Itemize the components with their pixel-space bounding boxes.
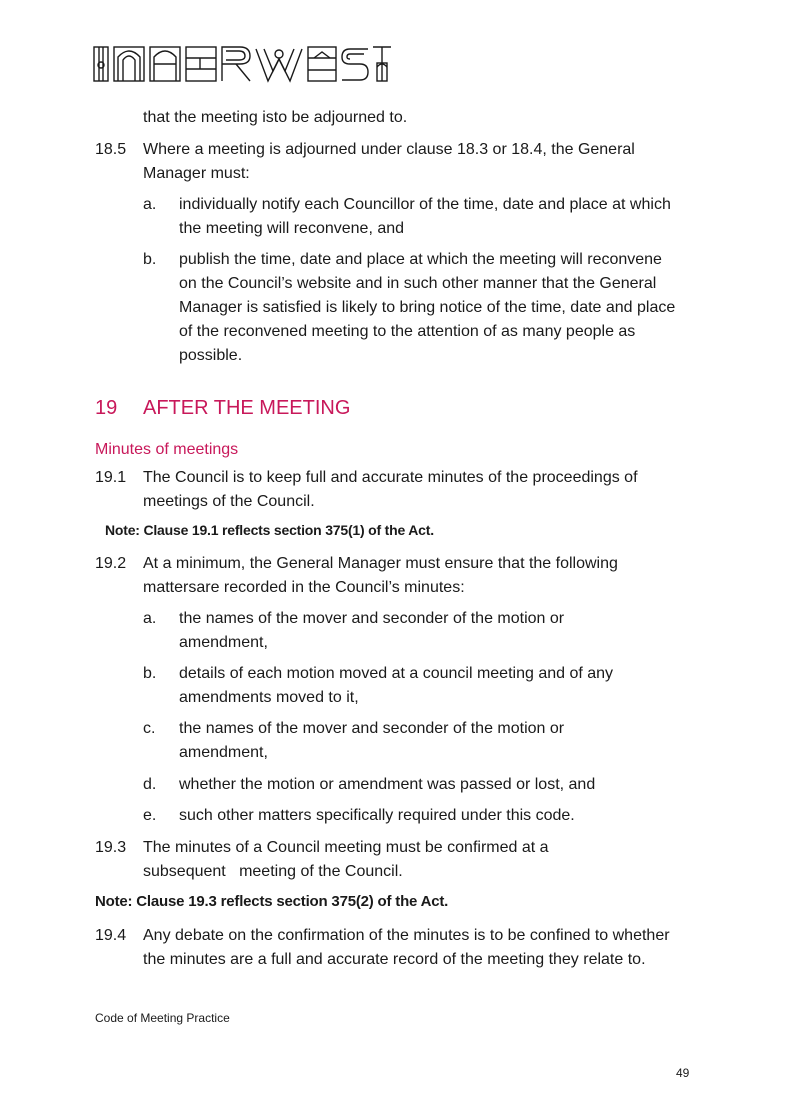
- clause-text: Any debate on the confirmation of the minutes is to be confined to whether the minutes are a full and accurate record of the meeting they relate to.: [143, 927, 670, 968]
- clause-number: 19.1: [95, 469, 127, 486]
- clause-text: Where a meeting is adjourned under clause 18.3 or 18.4, the General Manager must:: [143, 141, 635, 182]
- clause-text: The minutes of a Council meeting must be confirmed at a subsequent meeting of the Council.: [143, 839, 553, 880]
- inner-west-logo: [92, 45, 392, 83]
- list-item-letter: a.: [143, 196, 157, 213]
- list-item-text: whether the motion or amendment was passed or lost, and: [179, 776, 596, 793]
- note-text: Note: Clause 19.3 reflects section 375(2) of the Act.: [95, 893, 449, 910]
- note-text: Note: Clause 19.1 reflects section 375(1) of the Act.: [105, 522, 434, 538]
- list-item-letter: b.: [143, 251, 157, 268]
- section-number: 19: [95, 397, 118, 419]
- clause-number: 18.5: [95, 141, 127, 158]
- list-item-text: publish the time, date and place at which the meeting will reconvene on the Council’s website and in such other manner that the General Manager is satisfied is likely to bring notice of the time, date and place of the reconvened meeting to the attention of as many people as possible.: [179, 251, 676, 364]
- clause-number: 19.4: [95, 927, 127, 944]
- page-number: 49: [676, 1066, 690, 1080]
- clause-number: 19.2: [95, 555, 127, 572]
- clause-text: The Council is to keep full and accurate minutes of the proceedings of meetings of the Council.: [143, 469, 638, 510]
- list-item-text: the names of the mover and seconder of the motion or amendment,: [179, 610, 565, 651]
- list-item-text: the names of the mover and seconder of the motion or amendment,: [179, 720, 565, 761]
- list-item-letter: e.: [143, 807, 157, 824]
- list-item-text: such other matters specifically required under this code.: [179, 807, 575, 824]
- list-item-text: details of each motion moved at a council meeting and of any amendments moved to it,: [179, 665, 614, 706]
- list-item-letter: d.: [143, 776, 157, 793]
- clause-number: 19.3: [95, 839, 127, 856]
- list-item-text: individually notify each Councillor of the time, date and place at which the meeting will reconvene, and: [179, 196, 671, 237]
- list-item-letter: a.: [143, 610, 157, 627]
- clause-text: At a minimum, the General Manager must ensure that the following mattersare recorded in the Council’s minutes:: [143, 555, 618, 596]
- subheading: Minutes of meetings: [95, 441, 239, 458]
- continuation-text: that the meeting isto be adjourned to.: [143, 109, 408, 126]
- footer-text: Code of Meeting Practice: [95, 1011, 230, 1025]
- section-heading: [95, 395, 350, 421]
- list-item-letter: b.: [143, 665, 157, 682]
- section-title: AFTER THE MEETING: [143, 397, 351, 419]
- list-item-letter: c.: [143, 720, 156, 737]
